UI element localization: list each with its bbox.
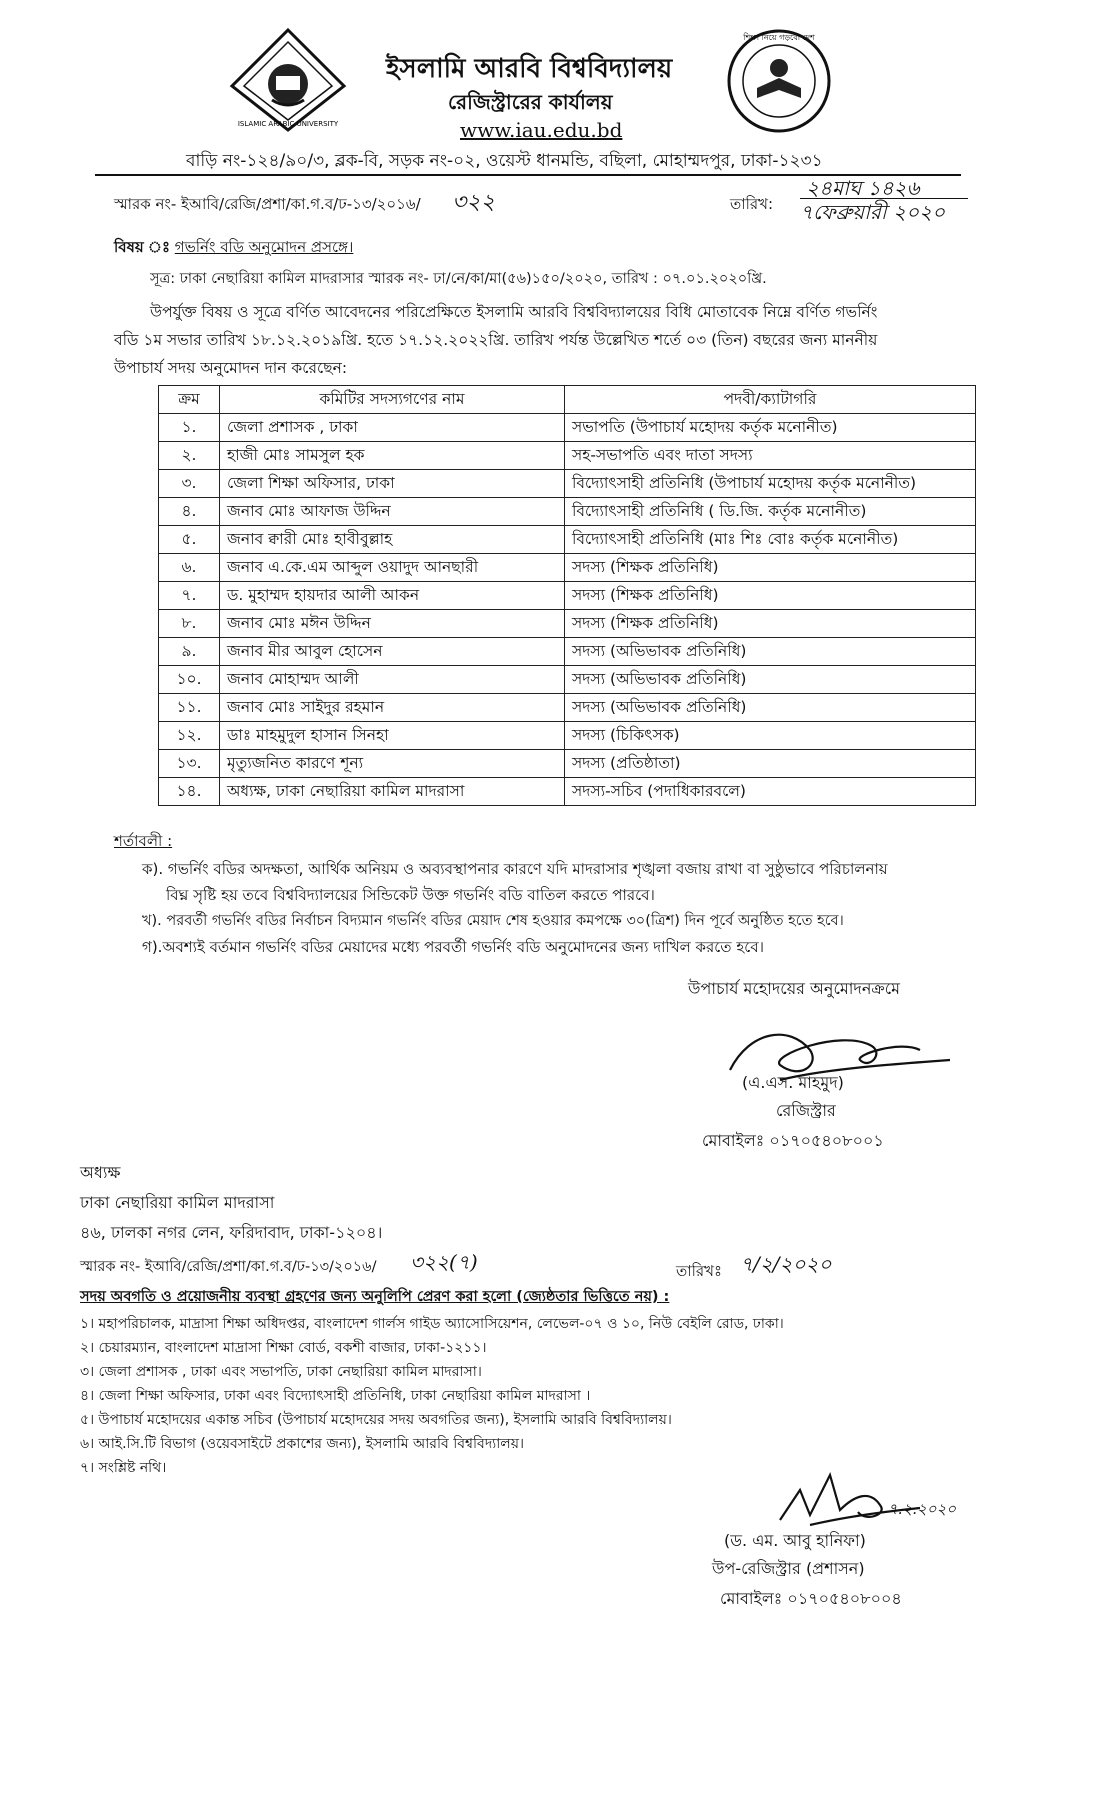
serial: ৫. xyxy=(159,526,220,554)
copy-item: ৫। উপাচার্য মহোদয়ের একান্ত সচিব (উপাচার্য মহোদয়ের সদয় অবগতির জন্য), ইসলামি আরবি বিশ্ববিদ্যালয়। xyxy=(80,1412,672,1428)
approval-note: উপাচার্য মহোদয়ের অনুমোদনক্রমে xyxy=(688,979,901,998)
right-emblem xyxy=(724,26,834,136)
condition-item: গ).অবশ্যই বর্তমান গভর্নিং বডির মেয়াদের মধ্যে পরবর্তী গভর্নিং বডি অনুমোদনের জন্য দাখিল করতে হবে। xyxy=(142,938,764,956)
member-name: জেলা প্রশাসক , ঢাকা xyxy=(220,414,565,442)
designation: সদস্য (শিক্ষক প্রতিনিধি) xyxy=(565,554,976,582)
serial: ৩. xyxy=(159,470,220,498)
memo-number: ৩২২ xyxy=(452,190,495,215)
date-label: তারিখ: xyxy=(730,195,774,213)
table-row xyxy=(159,750,976,778)
table-row xyxy=(159,414,976,442)
signatory2-mobile: মোবাইলঃ ০১৭০৫৪০৮০০৪ xyxy=(720,1589,902,1608)
member-name: হাজী মোঃ সামসুল হক xyxy=(220,442,565,470)
recipient-line-3: ৪৬, ঢালকা নগর লেন, ফরিদাবাদ, ঢাকা-১২০৪। xyxy=(80,1223,383,1242)
subject-label: বিষয় ঃ xyxy=(114,238,170,256)
university-name: ইসলামি আরবি বিশ্ববিদ্যালয় xyxy=(386,54,673,84)
designation: বিদ্যোৎসাহী প্রতিনিধি ( ডি.জি. কর্তৃক মনোনীত) xyxy=(565,498,976,526)
col-serial: ক্রম xyxy=(159,386,220,414)
website-link[interactable]: www.iau.edu.bd xyxy=(460,118,623,142)
condition-item: বিঘ্ন সৃষ্টি হয় তবে বিশ্ববিদ্যালয়ের সিন্ডিকেট উক্ত গভর্নিং বডি বাতিল করতে পারবে। xyxy=(166,886,655,904)
table-row xyxy=(159,638,976,666)
subject-line xyxy=(114,236,353,261)
member-name: জনাব মোহাম্মদ আলী xyxy=(220,666,565,694)
table-header-row xyxy=(159,386,976,414)
body-line-1: উপর্যুক্ত বিষয় ও সূত্রে বর্ণিত আবেদনের পরিপ্রেক্ষিতে ইসলামি আরবি বিশ্ববিদ্যালয়ের বিধি মোতাবেক নিম্নে বর্ণিত গভর্নিং xyxy=(150,303,878,321)
designation: সদস্য (অভিভাবক প্রতিনিধি) xyxy=(565,694,976,722)
copy-item: ২। চেয়ারম্যান, বাংলাদেশ মাদ্রাসা শিক্ষা বোর্ড, বকশী বাজার, ঢাকা-১২১১। xyxy=(80,1340,487,1356)
logo-left-text: ISLAMIC ARABIC UNIVERSITY xyxy=(237,120,339,128)
university-logo xyxy=(228,26,348,134)
condition-item: খ). পরবর্তী গভর্নিং বডির নির্বাচন বিদ্যমান গভর্নিং বডির মেয়াদ শেষ হওয়ার কমপক্ষে ৩০(ত্রিশ) দিন পূর্বে অনুষ্ঠিত হতে হবে। xyxy=(142,913,844,929)
subject-text: গভর্নিং বডি অনুমোদন প্রসঙ্গে। xyxy=(174,238,354,256)
designation: বিদ্যোৎসাহী প্রতিনিধি (উপাচার্য মহোদয় কর্তৃক মনোনীত) xyxy=(565,470,976,498)
address: বাড়ি নং-১২৪/৯০/৩, ব্লক-বি, সড়ক নং-০২, ওয়েস্ট ধানমন্ডি, বছিলা, মোহাম্মদপুর, ঢাকা-১২৩১ xyxy=(186,151,823,171)
designation: বিদ্যোৎসাহী প্রতিনিধি (মাঃ শিঃ বোঃ কর্তৃক মনোনীত) xyxy=(565,526,976,554)
member-name: জেলা শিক্ষা অফিসার, ঢাকা xyxy=(220,470,565,498)
signatory1-designation: রেজিস্ট্রার xyxy=(776,1101,836,1120)
table-row xyxy=(159,666,976,694)
signatory2-date: ৭.২.২০২০ xyxy=(888,1500,957,1518)
serial: ১০. xyxy=(159,666,220,694)
serial: ১২. xyxy=(159,722,220,750)
designation: সদস্য (শিক্ষক প্রতিনিধি) xyxy=(565,610,976,638)
serial: ৮. xyxy=(159,610,220,638)
table-row xyxy=(159,442,976,470)
designation: সদস্য (অভিভাবক প্রতিনিধি) xyxy=(565,638,976,666)
designation: সদস্য (চিকিৎসক) xyxy=(565,722,976,750)
table-row xyxy=(159,470,976,498)
serial: ১৩. xyxy=(159,750,220,778)
member-name: জনাব এ.কে.এম আব্দুল ওয়াদুদ আনছারী xyxy=(220,554,565,582)
logo-right-text: শিক্ষা নিয়ে গড়বো দেশ xyxy=(743,33,815,42)
recipient-line-2: ঢাকা নেছারিয়া কামিল মাদরাসা xyxy=(80,1193,275,1212)
col-member-name: কমিটির সদস্যগণের নাম xyxy=(220,386,565,414)
table-row xyxy=(159,554,976,582)
serial: ১১. xyxy=(159,694,220,722)
member-name: জনাব মোঃ আফাজ উদ্দিন xyxy=(220,498,565,526)
governing-body-table xyxy=(158,385,976,806)
member-name: ড. মুহাম্মদ হায়দার আলী আকন xyxy=(220,582,565,610)
date-english: ৭ফেব্রুয়ারী ২০২০ xyxy=(800,200,946,224)
reference: সূত্র: ঢাকা নেছারিয়া কামিল মাদরাসার স্মারক নং- ঢা/নে/কা/মা(৫৬)১৫০/২০২০, তারিখ : ০৭.০১.২০২০খ্রি. xyxy=(150,271,767,287)
member-name: জনাব মোঃ সাইদুর রহমান xyxy=(220,694,565,722)
serial: ২. xyxy=(159,442,220,470)
member-name: জনাব মোঃ মঈন উদ্দিন xyxy=(220,610,565,638)
serial: ১৪. xyxy=(159,778,220,806)
table-row xyxy=(159,610,976,638)
table-row xyxy=(159,582,976,610)
body-line-2: বডি ১ম সভার তারিখ ১৮.১২.২০১৯খ্রি. হতে ১৭.১২.২০২২খ্রি. তারিখ পর্যন্ত উল্লেখিত শর্তে ০৩ (তিন) বছরের জন্য মাননীয় xyxy=(114,331,878,349)
member-name: জনাব ক্বারী মোঃ হাবীবুল্লাহ xyxy=(220,526,565,554)
member-name: জনাব মীর আবুল হোসেন xyxy=(220,638,565,666)
copies-heading: সদয় অবগতি ও প্রয়োজনীয় ব্যবস্থা গ্রহণের জন্য অনুলিপি প্রেরণ করা হলো (জ্যেষ্ঠতার ভিত্তিতে নয়) : xyxy=(80,1289,670,1305)
copy-item: ৪। জেলা শিক্ষা অফিসার, ঢাকা এবং বিদ্যোৎসাহী প্রতিনিধি, ঢাকা নেছারিয়া কামিল মাদরাসা । xyxy=(80,1388,591,1404)
col-designation: পদবী/ক্যাটাগরি xyxy=(565,386,976,414)
serial: ৭. xyxy=(159,582,220,610)
memo2-date: ৭/২/২০২০ xyxy=(740,1252,832,1276)
recipient-line-1: অধ্যক্ষ xyxy=(80,1163,121,1182)
signatory1-mobile: মোবাইলঃ ০১৭০৫৪০৮০০১ xyxy=(702,1131,884,1150)
memo2-date-label: তারিখঃ xyxy=(676,1262,722,1280)
table-row xyxy=(159,526,976,554)
body-line-3: উপাচার্য সদয় অনুমোদন দান করেছেন: xyxy=(114,359,348,377)
conditions-title: শর্তাবলী : xyxy=(114,832,173,850)
serial: ৯. xyxy=(159,638,220,666)
copy-item: ৩। জেলা প্রশাসক , ঢাকা এবং সভাপতি, ঢাকা নেছারিয়া কামিল মাদরাসা। xyxy=(80,1364,482,1380)
condition-item: ক). গভর্নিং বডির অদক্ষতা, আর্থিক অনিয়ম ও অব্যবস্থাপনার কারণে যদি মাদরাসার শৃঙ্খলা বজায় রাখা বা সুষ্ঠুভাবে পরিচালনায় xyxy=(142,860,888,878)
copy-item: ৭। সংশ্লিষ্ট নথি। xyxy=(80,1460,167,1476)
table-row xyxy=(159,778,976,806)
designation: সদস্য (শিক্ষক প্রতিনিধি) xyxy=(565,582,976,610)
designation: সদস্য-সচিব (পদাধিকারবলে) xyxy=(565,778,976,806)
date-bangla: ২৪মাঘ ১৪২৬ xyxy=(806,176,920,200)
designation: সভাপতি (উপাচার্য মহোদয় কর্তৃক মনোনীত) xyxy=(565,414,976,442)
office-name: রেজিস্ট্রারের কার্যালয় xyxy=(448,90,613,114)
signatory2-designation: উপ-রেজিস্ট্রার (প্রশাসন) xyxy=(712,1559,865,1578)
member-name: মৃত্যুজনিত কারণে শূন্য xyxy=(220,750,565,778)
table-row xyxy=(159,694,976,722)
memo2-number: ৩২২(৭) xyxy=(410,1250,478,1274)
member-name: ডাঃ মাহমুদুল হাসান সিনহা xyxy=(220,722,565,750)
signatory1-name: (এ.এস. মাহমুদ) xyxy=(742,1073,844,1092)
table-row xyxy=(159,498,976,526)
designation: সদস্য (অভিভাবক প্রতিনিধি) xyxy=(565,666,976,694)
designation: সহ-সভাপতি এবং দাতা সদস্য xyxy=(565,442,976,470)
serial: ৪. xyxy=(159,498,220,526)
member-name: অধ্যক্ষ, ঢাকা নেছারিয়া কামিল মাদরাসা xyxy=(220,778,565,806)
memo2-label: স্মারক নং- ইআবি/রেজি/প্রশা/কা.গ.ব/ঢ-১৩/২০১৬/ xyxy=(80,1259,377,1275)
serial: ৬. xyxy=(159,554,220,582)
serial: ১. xyxy=(159,414,220,442)
signatory2-name: (ড. এম. আবু হানিফা) xyxy=(724,1531,866,1550)
copy-item: ১। মহাপরিচালক, মাদ্রাসা শিক্ষা অধিদপ্তর, বাংলাদেশ গার্লস গাইড অ্যাসোসিয়েশন, লেভেল-০৭ ও ১০, নিউ বেইলি রোড, ঢাকা। xyxy=(80,1316,784,1332)
memo-label: স্মারক নং- ইআবি/রেজি/প্রশা/কা.গ.ব/ঢ-১৩/২০১৬/ xyxy=(114,195,421,213)
table-row xyxy=(159,722,976,750)
copy-item: ৬। আই.সি.টি বিভাগ (ওয়েবসাইটে প্রকাশের জন্য), ইসলামি আরবি বিশ্ববিদ্যালয়। xyxy=(80,1436,524,1452)
designation: সদস্য (প্রতিষ্ঠাতা) xyxy=(565,750,976,778)
